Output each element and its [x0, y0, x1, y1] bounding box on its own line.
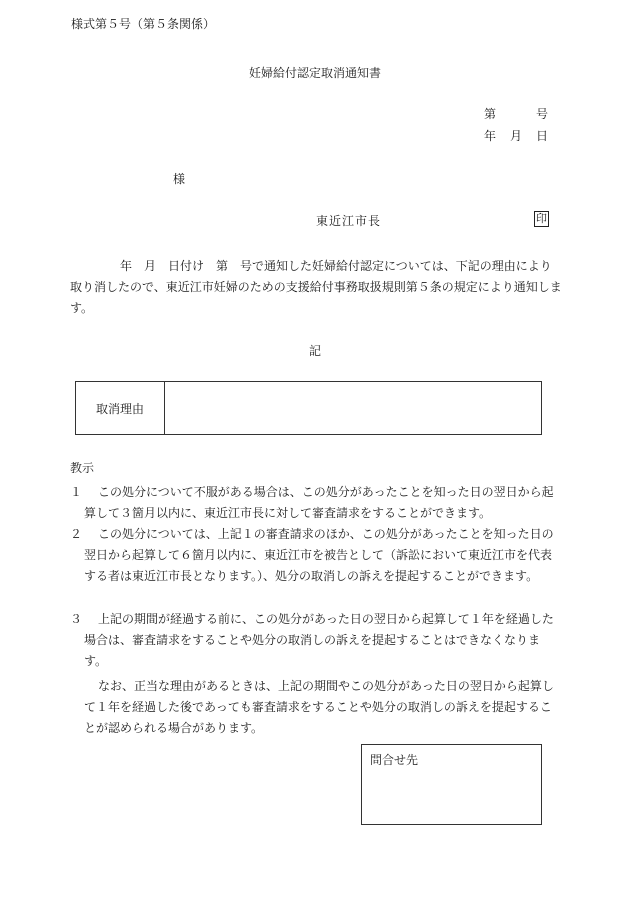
body-text: 年 月 日付け 第 号で通知した妊婦給付認定については、下記の理由により取り消したので、東近江市妊婦のための支援給付事務取扱規則第５条の規定により通知します。	[70, 259, 562, 315]
date-year: 年	[484, 129, 497, 143]
notice-item-text: この処分について不服がある場合は、この処分があったことを知った日の翌日から起算して３箇月以内に、東近江市長に対して審査請求をすることができます。	[84, 485, 554, 520]
notice-item-text: この処分については、上記１の審査請求のほか、この処分があったことを知った日の翌日から起算して６箇月以内に、東近江市を被告として（訴訟において東近江市を代表する者は東近江市長となります。）、処分の取消しの訴えを提起することができます。	[84, 527, 554, 583]
notice-heading: 教示	[70, 461, 95, 475]
contact-box	[361, 744, 542, 825]
notice-item-1	[70, 482, 562, 524]
reason-table	[75, 381, 542, 435]
ki-heading: 記	[308, 344, 321, 358]
date-day: 日	[536, 129, 549, 143]
date-month: 月	[510, 129, 523, 143]
issuer-name: 東近江市長	[316, 214, 382, 228]
doc-number-suffix: 号	[536, 107, 549, 121]
notice-note: なお、正当な理由があるときは、上記の期間やこの処分があった日の翌日から起算して１年を経過した後であっても審査請求をすることや処分の取消しの訴えを提起することが認められる場合があります。	[84, 679, 554, 735]
notice-item-2	[70, 524, 562, 587]
reason-label: 取消理由	[76, 382, 165, 434]
notice-item-number: １	[70, 485, 83, 499]
form-number: 様式第５号（第５条関係）	[71, 17, 216, 31]
notice-item-number: ３	[70, 612, 83, 626]
document-title: 妊婦給付認定取消通知書	[248, 66, 381, 80]
notice-item-3	[70, 609, 562, 672]
notice-item-text: 上記の期間が経過する前に、この処分があった日の翌日から起算して１年を経過した場合は、審査請求をすることや処分の取消しの訴えを提起することはできなくなります。	[84, 612, 554, 668]
notice-item-number: ２	[70, 527, 83, 541]
contact-label: 問合せ先	[370, 753, 419, 767]
seal-mark: 印	[536, 212, 547, 225]
recipient-suffix: 様	[173, 172, 186, 186]
doc-number-prefix: 第	[484, 107, 497, 121]
